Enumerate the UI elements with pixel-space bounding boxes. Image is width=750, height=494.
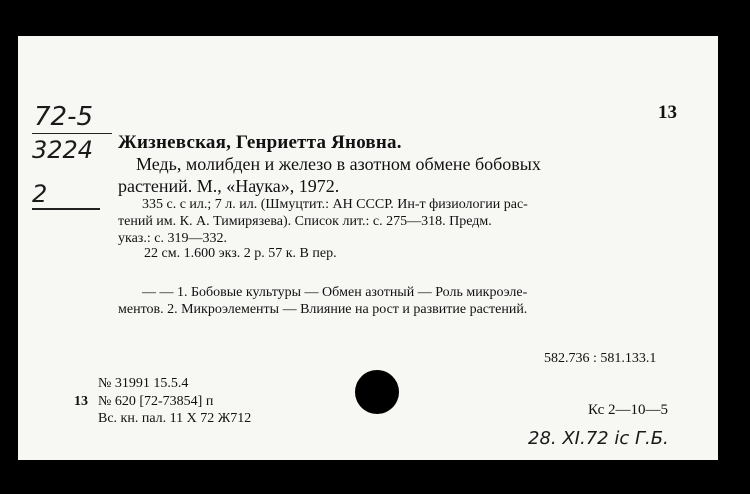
- punch-hole: [355, 370, 399, 414]
- subjects-line-2: ментов. 2. Микроэлементы — Влияние на рост и развитие растений.: [118, 302, 528, 317]
- description-line-2: тений им. К. А. Тимирязева). Список лит.: с. 275—318. Предм.: [118, 214, 492, 229]
- registration-line-2-prefix: 13: [74, 394, 88, 409]
- description-line-3: указ.: с. 319—332.: [118, 231, 227, 246]
- handwritten-underline: [32, 133, 112, 134]
- udc-code: 582.736 : 581.133.1: [544, 351, 657, 366]
- registration-line-3: Вс. кн. пал. 11 X 72 Ж712: [98, 411, 252, 426]
- handwritten-shelf-mark: 72-5: [34, 102, 94, 132]
- handwritten-mark: 2: [32, 180, 48, 208]
- subjects-line-1: — — 1. Бобовые культуры — Обмен азотный — Роль микроэле-: [142, 285, 528, 300]
- description-line-4: 22 см. 1.600 экз. 2 р. 57 к. В пер.: [144, 246, 337, 261]
- price-code: Кс 2—10—5: [588, 402, 669, 418]
- author-heading: Жизневская, Генриетта Яновна.: [118, 132, 402, 153]
- description-line-1: 335 с. с ил.; 7 л. ил. (Шмуцтит.: АН СССР. Ин-т физиологии рас-: [142, 197, 528, 212]
- handwritten-scribble: [32, 208, 100, 210]
- title-line-1: Медь, молибден и железо в азотном обмене бобовых: [136, 154, 541, 174]
- handwritten-date-note: 28. XI.72 ic Г.Б.: [528, 428, 669, 449]
- registration-line-2: № 620 [72-73854] п: [98, 394, 214, 409]
- registration-line-1: № 31991 15.5.4: [98, 376, 189, 391]
- handwritten-number: 3224: [32, 136, 94, 164]
- title-line-2: растений. М., «Наука», 1972.: [118, 176, 340, 196]
- card-number: 13: [658, 102, 677, 123]
